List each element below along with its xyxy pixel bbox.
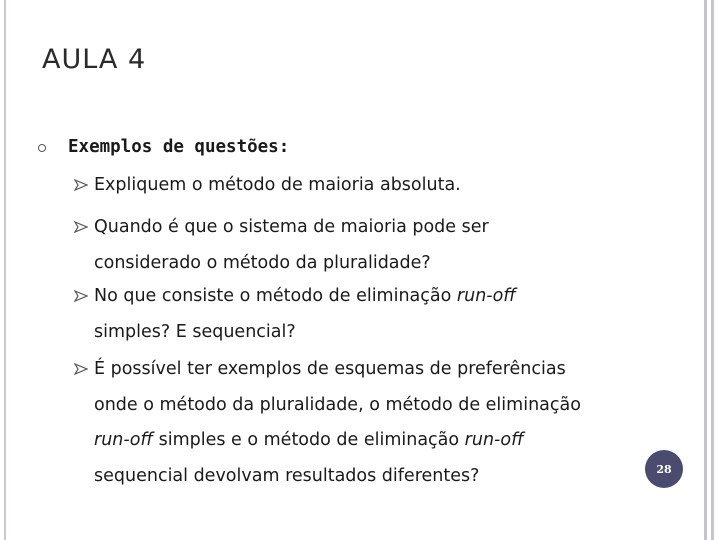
item-text-italic: run-off [464,430,524,450]
arrow-bullet-icon [74,363,88,375]
item-text-continued: sequencial devolvam resultados diferentes? [94,465,480,486]
page-number-badge: 28 [645,450,683,488]
item-text-continued: simples? E sequencial? [94,321,296,342]
item-text-continued: considerado o método da pluralidade? [94,252,431,273]
frame-right-line-outer [711,0,714,540]
item-text-italic: run-off [456,286,516,306]
list-item [74,219,489,272]
ring-bullet-icon [38,144,46,152]
item-text: É possível ter exemplos de esquemas de preferências [94,359,566,379]
item-text: Quando é que o sistema de maioria pode ser [94,217,489,237]
item-text: simples e o método de eliminação [153,430,465,450]
item-text-continued [74,432,581,450]
frame-left-line [4,0,6,540]
slide-title: AULA 4 [42,44,147,75]
frame-right-line [704,0,707,540]
section-heading: Exemplos de questões: [68,137,290,157]
list-item [74,361,581,485]
item-text-continued: onde o método da pluralidade, o método de eliminação [94,394,581,415]
level1-item [38,137,289,157]
item-text: Expliquem o método de maioria absoluta. [94,175,461,195]
list-item [74,177,461,195]
list-item [74,288,516,341]
arrow-bullet-icon [74,179,88,191]
item-text: No que consiste o método de eliminação [94,286,457,306]
item-text-italic: run-off [94,430,154,450]
arrow-bullet-icon [74,221,88,233]
arrow-bullet-icon [74,290,88,302]
